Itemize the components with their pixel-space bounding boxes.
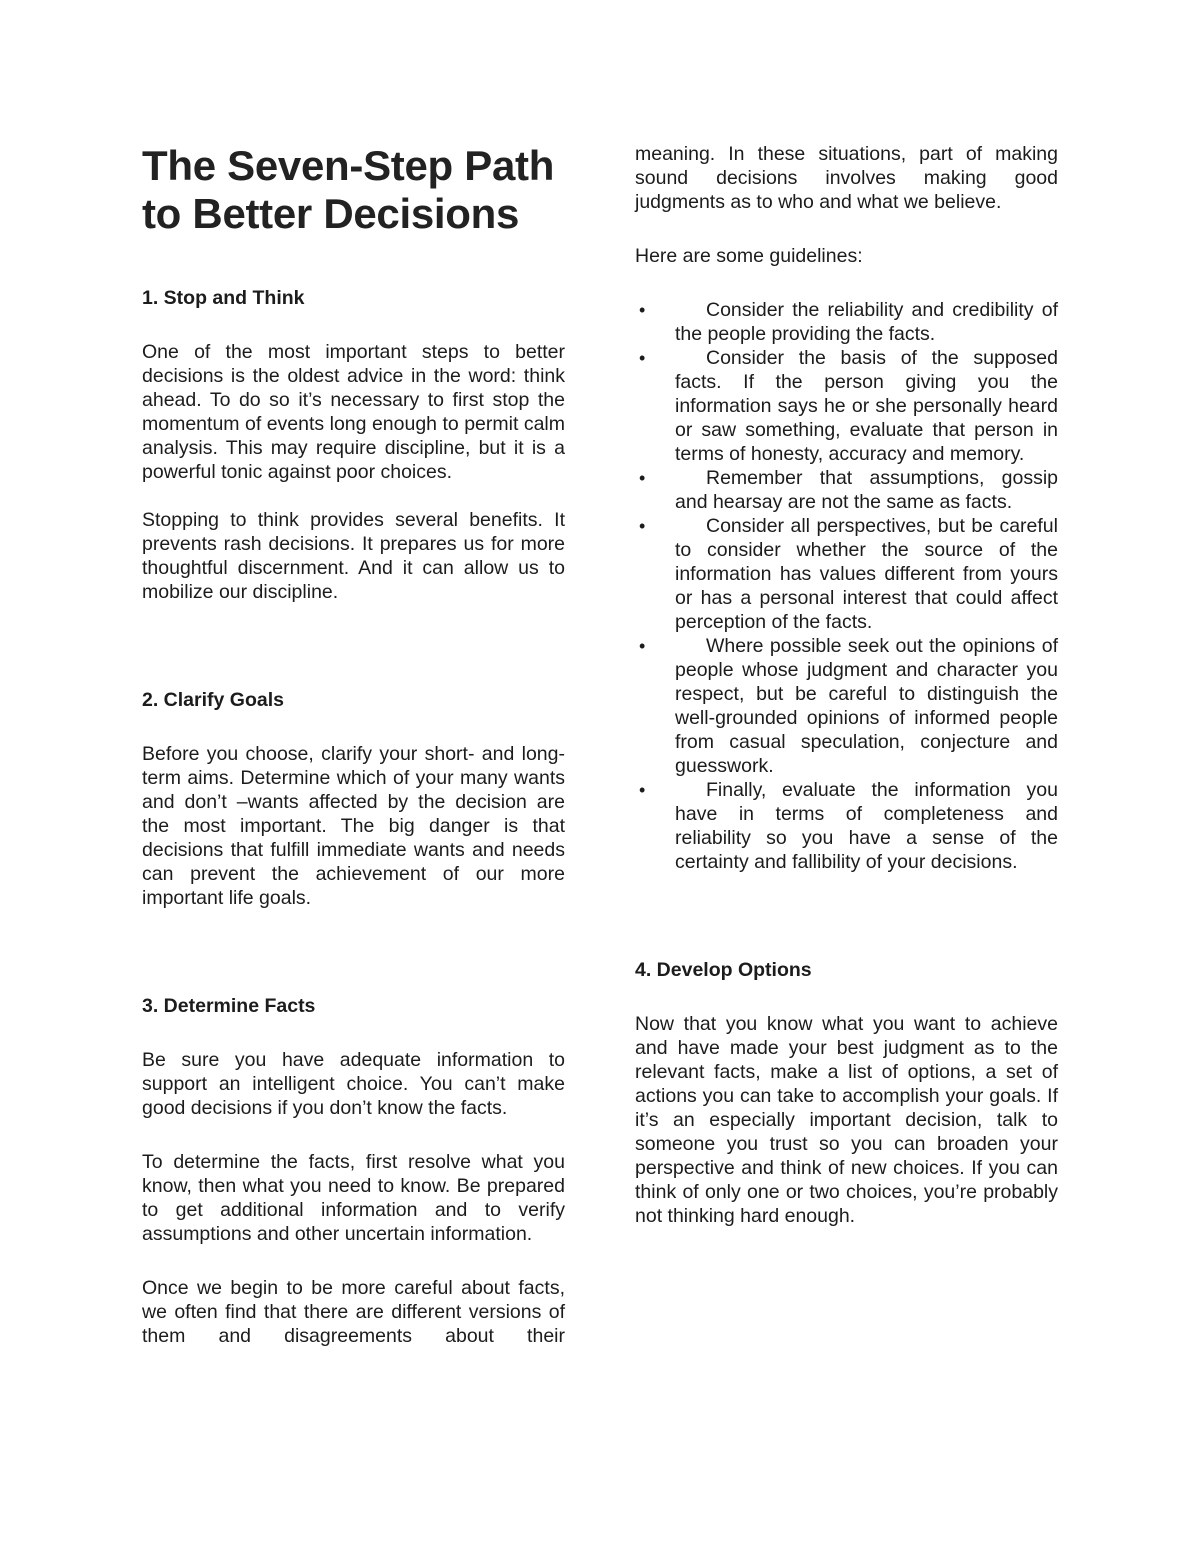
right-column — [635, 142, 1058, 1228]
section-heading-determine-facts: 3. Determine Facts — [142, 995, 316, 1017]
stop-and-think-paragraph-1: One of the most important steps to better decisions is the oldest advice in the word: think ahead. To do so it’s necessary to first stop the momentum of events long enough to permit calm analysis. This may require discipline, but it is a powerful tonic against poor choices. — [142, 341, 565, 483]
clarify-goals-paragraph-1: Before you choose, clarify your short- and long-term aims. Determine which of your many wants and don’t –wants affected by the decision are the most important. The big danger is that decisions that fulfill immediate wants and needs can prevent the achievement of our more important life goals. — [142, 743, 565, 909]
guideline-text: Remember that assumptions, gossip and hearsay are not the same as facts. — [675, 467, 1058, 513]
guidelines-intro: Here are some guidelines: — [635, 245, 863, 267]
bullet-icon: • — [639, 348, 646, 368]
document-title: The Seven-Step Path to Better Decisions — [142, 142, 555, 237]
guideline-item — [635, 514, 1058, 634]
determine-facts-paragraph-1: Be sure you have adequate information to support an intelligent choice. You can’t make good decisions if you don’t know the facts. — [142, 1049, 565, 1119]
bullet-icon: • — [639, 300, 646, 320]
bullet-icon: • — [639, 516, 646, 536]
determine-facts-paragraph-2: To determine the facts, first resolve what you know, then what you need to know. Be prepared to get additional information and to verify assumptions and other uncertain information. — [142, 1151, 565, 1245]
guideline-text: Finally, evaluate the information you have in terms of completeness and reliability so you have a sense of the certainty and fallibility of your decisions. — [675, 779, 1058, 873]
guideline-item — [635, 778, 1058, 874]
bullet-icon: • — [639, 636, 646, 656]
section-heading-stop-and-think: 1. Stop and Think — [142, 287, 305, 309]
guideline-text: Where possible seek out the opinions of people whose judgment and character you respect, but be careful to distinguish the well-grounded opinions of informed people from casual speculation, conjecture and guesswork. — [675, 635, 1058, 777]
guideline-item — [635, 298, 1058, 346]
guideline-text: Consider the reliability and credibility of the people providing the facts. — [675, 299, 1058, 345]
guideline-text: Consider the basis of the supposed facts. If the person giving you the information says he or she personally heard or saw something, evaluate that person in terms of honesty, accuracy and memory. — [675, 347, 1058, 465]
develop-options-paragraph-1: Now that you know what you want to achieve and have made your best judgment as to the relevant facts, make a list of options, a set of actions you can take to accomplish your goals. If it’s an especially important decision, talk to someone you trust so you can broaden your perspective and think of new choices. If you can think of only one or two choices, you’re probably not thinking hard enough. — [635, 1013, 1058, 1227]
guideline-item — [635, 634, 1058, 778]
section-heading-develop-options: 4. Develop Options — [635, 959, 812, 981]
stop-and-think-paragraph-2: Stopping to think provides several benefits. It prevents rash decisions. It prepares us for more thoughtful discernment. And it can allow us to mobilize our discipline. — [142, 509, 565, 603]
bullet-icon: • — [639, 780, 646, 800]
guideline-text: Consider all perspectives, but be careful to consider whether the source of the information has values different from yours or has a personal interest that could affect perception of the facts. — [675, 515, 1058, 633]
guideline-item — [635, 466, 1058, 514]
determine-facts-paragraph-3-continued: meaning. In these situations, part of making sound decisions involves making good judgments as to who and what we believe. — [635, 143, 1058, 213]
left-column — [142, 142, 565, 1348]
bullet-icon: • — [639, 468, 646, 488]
guidelines-list — [635, 298, 1058, 874]
determine-facts-paragraph-3: Once we begin to be more careful about facts, we often find that there are different versions of them and disagreements about their — [142, 1277, 565, 1347]
section-heading-clarify-goals: 2. Clarify Goals — [142, 689, 284, 711]
guideline-item — [635, 346, 1058, 466]
